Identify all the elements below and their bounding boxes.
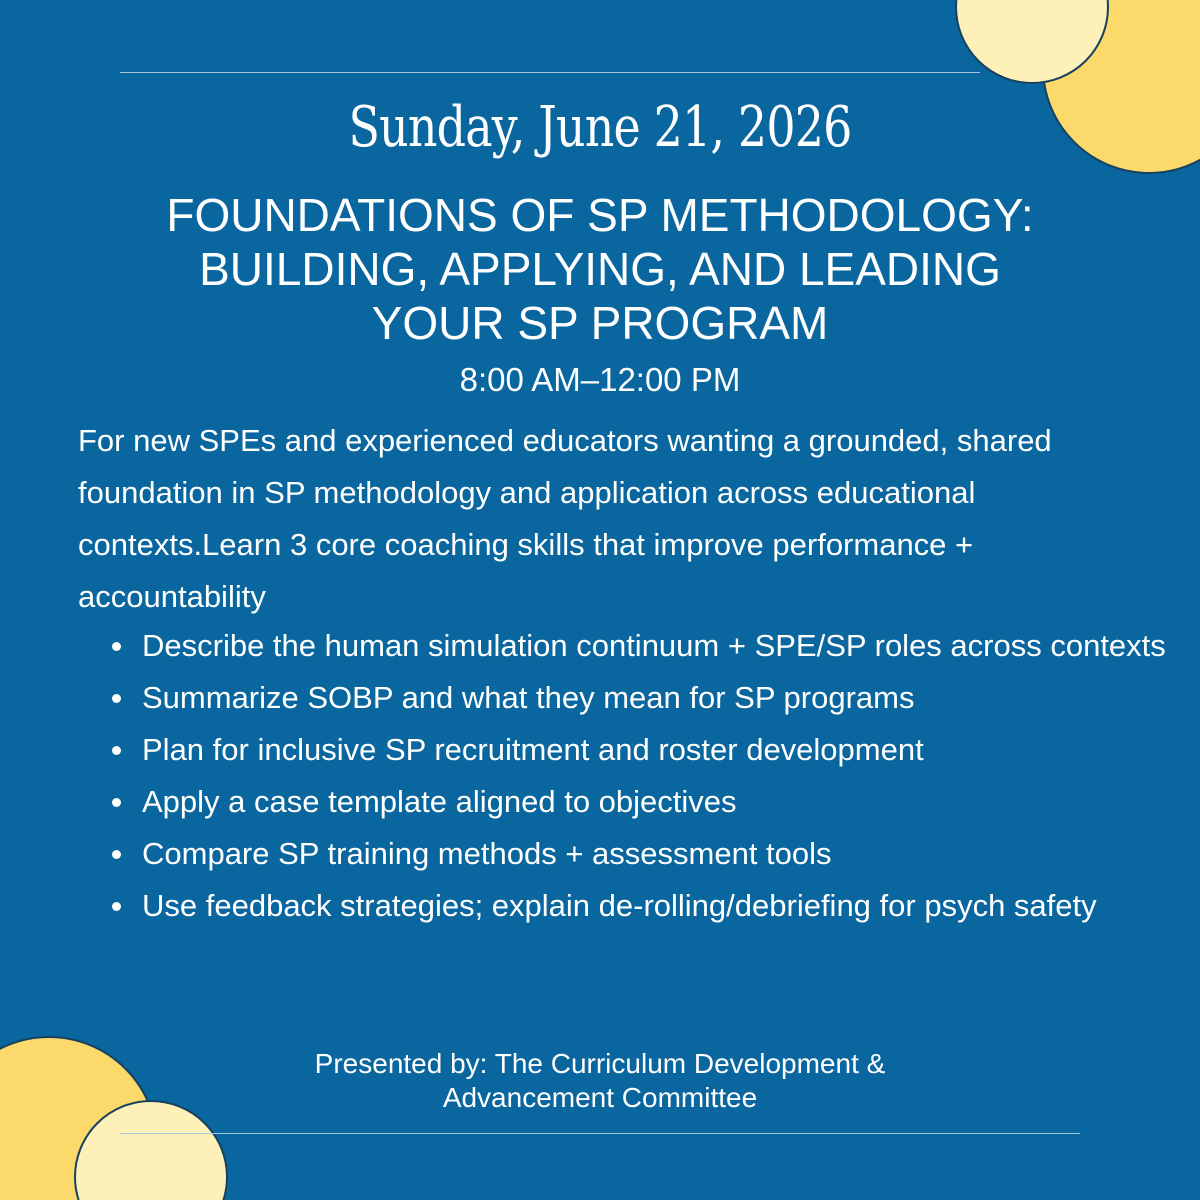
objective-item (142, 672, 1182, 724)
presenter-line: Advancement Committee (442, 1082, 758, 1113)
objective-item (142, 724, 1182, 776)
bullet-icon (112, 850, 121, 859)
top-divider (120, 72, 980, 73)
objectives-list (78, 620, 1182, 932)
event-title (60, 188, 1140, 350)
presenter-line: Presented by: The Curriculum Development & (314, 1048, 886, 1079)
objective-item (142, 776, 1182, 828)
objective-text: Compare SP training methods + assessment tools (142, 836, 832, 871)
bullet-icon (112, 694, 121, 703)
bullet-icon (112, 902, 121, 911)
presenter-credit (0, 1047, 1200, 1115)
event-time: 8:00 AM–12:00 PM (459, 361, 741, 398)
objective-text: Describe the human simulation continuum + SPE/SP roles across contexts (142, 628, 1166, 663)
objective-item (142, 620, 1182, 672)
objective-item (142, 880, 1182, 932)
bullet-icon (112, 798, 121, 807)
objective-text: Apply a case template aligned to objectives (142, 784, 737, 819)
objective-text: Plan for inclusive SP recruitment and roster development (142, 732, 924, 767)
objective-item (142, 828, 1182, 880)
bottom-divider (120, 1133, 1080, 1134)
event-title-line: BUILDING, APPLYING, AND LEADING (199, 243, 1001, 295)
event-date: Sunday, June 21, 2026 (348, 95, 852, 160)
objective-text: Summarize SOBP and what they mean for SP programs (142, 680, 915, 715)
bullet-icon (112, 642, 121, 651)
bullet-icon (112, 746, 121, 755)
event-title-line: FOUNDATIONS OF SP METHODOLOGY: (166, 189, 1034, 241)
event-description: For new SPEs and experienced educators wanting a grounded, shared foundation in SP methodology and application across educational contexts.Learn 3 core coaching skills that improve performance + accountability (78, 423, 1052, 614)
objective-text: Use feedback strategies; explain de-rolling/debriefing for psych safety (142, 888, 1097, 923)
event-title-line: YOUR SP PROGRAM (371, 297, 829, 349)
